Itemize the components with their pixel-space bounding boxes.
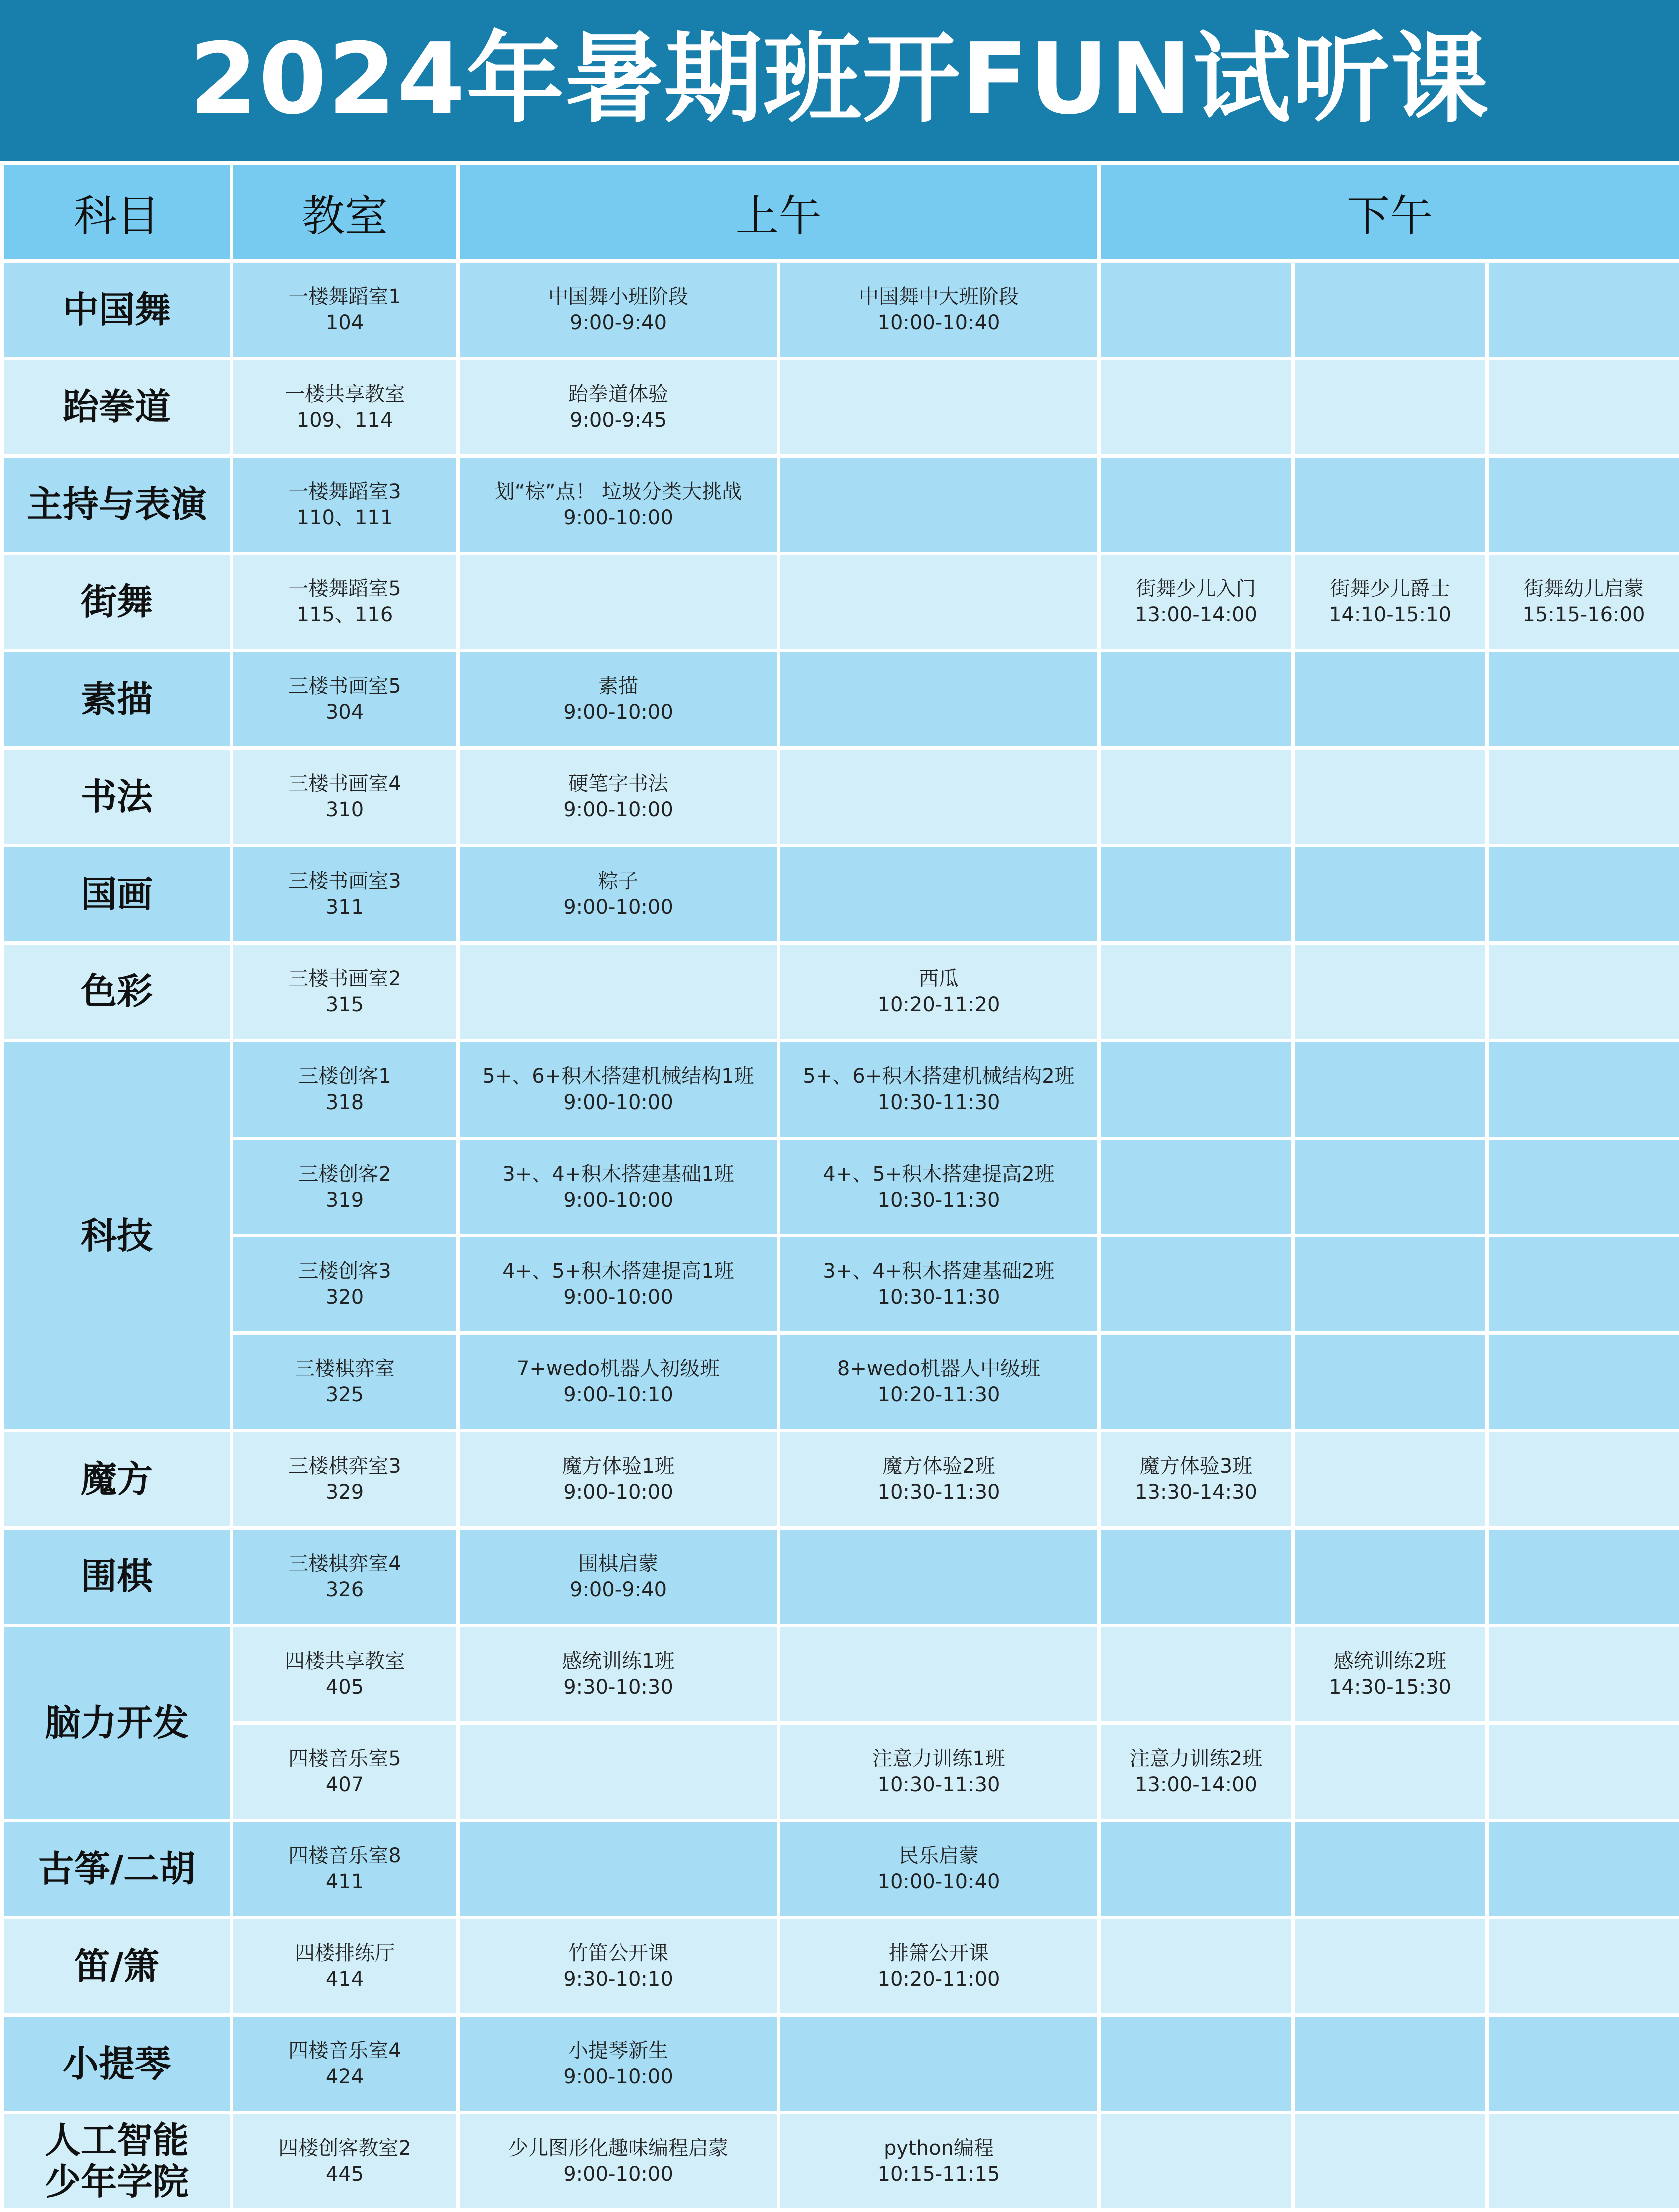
subject-cell (2, 456, 232, 553)
cell-detail: 9:00-10:00 (563, 701, 673, 724)
empty-slot (1487, 651, 1679, 748)
empty-slot (1099, 1528, 1293, 1625)
empty-slot (779, 1528, 1099, 1625)
cell-title: 注意力训练2班 (1129, 1747, 1263, 1770)
cell-detail: 9:00-10:00 (563, 2065, 673, 2089)
empty-slot (1293, 1236, 1487, 1333)
empty-slot (1293, 1333, 1487, 1431)
empty-slot (1487, 1236, 1679, 1333)
subject-label: 少年学院 (44, 2161, 189, 2203)
room-cell (232, 846, 458, 943)
cell-title: 中国舞中大班阶段 (859, 285, 1019, 308)
table-row (2, 1723, 1679, 1820)
empty-slot (1099, 748, 1293, 846)
class-slot (779, 261, 1099, 359)
cell-detail: 14:10-15:10 (1329, 603, 1451, 627)
cell-detail: 9:00-9:40 (569, 311, 667, 334)
cell-title: 小提琴新生 (568, 2039, 668, 2063)
table-row (2, 651, 1679, 748)
table-row (2, 1138, 1679, 1236)
cell-title: 排箫公开课 (889, 1942, 989, 1965)
cell-title: 跆拳道体验 (568, 382, 668, 406)
cell-title: 四楼创客教室2 (278, 2137, 411, 2160)
cell-detail: 110、111 (296, 506, 393, 529)
page-title: 2024年暑期班开FUN试听课 (189, 22, 1490, 136)
table-row (2, 456, 1679, 553)
subject-cell (2, 1431, 232, 1528)
cell-detail: 315 (325, 993, 364, 1016)
class-slot (1099, 553, 1293, 651)
subject-label: 围棋 (80, 1555, 153, 1598)
cell-title: 三楼创客2 (298, 1162, 391, 1186)
cell-detail: 9:30-10:30 (563, 1675, 673, 1699)
cell-title: 四楼排练厅 (295, 1942, 395, 1965)
table-row (2, 943, 1679, 1040)
cell-detail: 9:00-10:00 (563, 1188, 673, 1212)
subject-cell (2, 651, 232, 748)
cell-title: 一楼共享教室 (285, 382, 405, 406)
cell-title: 三楼创客3 (298, 1260, 391, 1283)
cell-title: 8+wedo机器人中级班 (837, 1357, 1041, 1381)
cell-title: 粽子 (598, 869, 638, 893)
subject-label: 笛/箫 (74, 1945, 160, 1987)
cell-title: 街舞幼儿启蒙 (1524, 577, 1644, 601)
cell-title: 少儿图形化趣味编程启蒙 (508, 2137, 728, 2160)
class-slot (458, 1431, 779, 1528)
room-cell (232, 1918, 458, 2015)
empty-slot (1487, 1528, 1679, 1625)
room-cell (232, 1431, 458, 1528)
cell-detail: 10:00-10:40 (877, 1870, 1000, 1894)
cell-detail: 9:00-10:00 (563, 895, 673, 919)
subject-label: 人工智能 (44, 2119, 189, 2162)
room-cell (232, 1820, 458, 1918)
subject-label: 古筝/二胡 (38, 1848, 196, 1890)
class-slot (458, 1625, 779, 1723)
class-slot (779, 943, 1099, 1040)
empty-slot (458, 1820, 779, 1918)
empty-slot (1099, 846, 1293, 943)
empty-slot (1487, 2015, 1679, 2113)
subject-label: 科技 (80, 1214, 153, 1257)
cell-detail: 9:00-10:00 (563, 1286, 673, 1309)
empty-slot (458, 553, 779, 651)
cell-detail: 10:20-11:00 (877, 1968, 1000, 1991)
empty-slot (1293, 1918, 1487, 2015)
class-slot (779, 1040, 1099, 1138)
empty-slot (1293, 1723, 1487, 1820)
room-cell (232, 2015, 458, 2113)
class-slot (458, 2015, 779, 2113)
empty-slot (1293, 651, 1487, 748)
class-slot (458, 846, 779, 943)
empty-slot (1293, 2113, 1487, 2210)
empty-slot (1293, 1528, 1487, 1625)
cell-detail: 326 (325, 1578, 364, 1601)
title-banner (0, 0, 1679, 161)
subject-cell (2, 748, 232, 846)
subject-cell (2, 553, 232, 651)
subject-cell (2, 358, 232, 456)
subject-cell (2, 261, 232, 359)
cell-detail: 14:30-15:30 (1329, 1675, 1451, 1699)
empty-slot (1099, 1625, 1293, 1723)
header-afternoon: 下午 (1099, 163, 1679, 261)
subject-cell (2, 2015, 232, 2113)
cell-title: 一楼舞蹈室5 (288, 577, 401, 601)
class-slot (779, 1820, 1099, 1918)
subject-label: 书法 (80, 775, 153, 818)
class-slot (1099, 1723, 1293, 1820)
class-slot (779, 1723, 1099, 1820)
empty-slot (1099, 1040, 1293, 1138)
empty-slot (1099, 2015, 1293, 2113)
class-slot (779, 1431, 1099, 1528)
empty-slot (1099, 1236, 1293, 1333)
cell-detail: 10:00-10:40 (877, 311, 1000, 334)
cell-detail: 325 (325, 1383, 364, 1407)
cell-title: 四楼音乐室8 (288, 1844, 401, 1868)
empty-slot (1099, 651, 1293, 748)
empty-slot (1487, 2113, 1679, 2210)
cell-title: 划“棕”点！ 垃圾分类大挑战 (494, 480, 742, 503)
subject-label: 小提琴 (62, 2042, 171, 2085)
table-row (2, 2015, 1679, 2113)
class-slot (458, 651, 779, 748)
class-slot (458, 261, 779, 359)
class-slot (1293, 1625, 1487, 1723)
empty-slot (1293, 2015, 1487, 2113)
table-row (2, 1236, 1679, 1333)
table-row (2, 1333, 1679, 1431)
subject-label: 国画 (80, 873, 153, 915)
table-row (2, 261, 1679, 359)
empty-slot (1487, 846, 1679, 943)
empty-slot (1487, 1820, 1679, 1918)
cell-title: 4+、5+积木搭建提高2班 (823, 1162, 1055, 1186)
room-cell (232, 1236, 458, 1333)
empty-slot (1487, 1333, 1679, 1431)
room-cell (232, 1528, 458, 1625)
class-slot (779, 2113, 1099, 2210)
cell-title: 三楼书画室2 (288, 967, 401, 990)
cell-title: 魔方体验2班 (882, 1455, 995, 1478)
subject-cell (2, 943, 232, 1040)
room-cell (232, 943, 458, 1040)
room-cell (232, 1333, 458, 1431)
subject-cell (2, 1918, 232, 2015)
empty-slot (1099, 456, 1293, 553)
cell-detail: 109、114 (296, 408, 393, 432)
cell-detail: 9:00-10:00 (563, 1481, 673, 1504)
subject-cell (2, 1820, 232, 1918)
header-subject: 科目 (2, 163, 232, 261)
cell-detail: 9:00-10:00 (563, 798, 673, 822)
empty-slot (1487, 1625, 1679, 1723)
header-row (2, 163, 1679, 261)
cell-detail: 9:30-10:10 (563, 1968, 673, 1991)
subject-label: 脑力开发 (44, 1701, 189, 1744)
empty-slot (779, 358, 1099, 456)
cell-title: 一楼舞蹈室1 (288, 285, 401, 308)
cell-title: 硬笔字书法 (568, 772, 668, 796)
empty-slot (1099, 261, 1293, 359)
empty-slot (779, 748, 1099, 846)
class-slot (779, 1918, 1099, 2015)
empty-slot (1487, 456, 1679, 553)
subject-cell (2, 1625, 232, 1820)
subject-cell (2, 1528, 232, 1625)
cell-detail: 9:00-10:00 (563, 2163, 673, 2186)
cell-title: python编程 (884, 2137, 994, 2160)
cell-title: 一楼舞蹈室3 (288, 480, 401, 503)
room-cell (232, 553, 458, 651)
cell-detail: 407 (325, 1773, 364, 1796)
cell-title: 四楼音乐室4 (288, 2039, 401, 2063)
cell-title: 四楼共享教室 (285, 1649, 405, 1673)
empty-slot (1293, 748, 1487, 846)
cell-detail: 10:30-11:30 (877, 1773, 1000, 1796)
subject-cell (2, 1040, 232, 1430)
cell-title: 魔方体验1班 (562, 1455, 675, 1478)
cell-title: 三楼创客1 (298, 1064, 391, 1088)
schedule-body (2, 261, 1679, 2210)
empty-slot (1293, 261, 1487, 359)
class-slot (458, 358, 779, 456)
empty-slot (1293, 456, 1487, 553)
empty-slot (1487, 1431, 1679, 1528)
cell-title: 3+、4+积木搭建基础2班 (823, 1260, 1055, 1283)
empty-slot (1487, 1918, 1679, 2015)
cell-title: 街舞少儿爵士 (1330, 577, 1450, 601)
cell-detail: 10:30-11:30 (877, 1090, 1000, 1114)
room-cell (232, 1723, 458, 1820)
table-row (2, 748, 1679, 846)
cell-detail: 10:30-11:30 (877, 1481, 1000, 1504)
empty-slot (1293, 1040, 1487, 1138)
cell-detail: 424 (325, 2065, 364, 2089)
table-row (2, 1040, 1679, 1138)
cell-title: 注意力训练1班 (872, 1747, 1005, 1770)
class-slot (458, 1138, 779, 1236)
empty-slot (458, 943, 779, 1040)
empty-slot (1293, 1820, 1487, 1918)
cell-title: 三楼书画室3 (288, 869, 401, 893)
cell-detail: 304 (325, 701, 364, 724)
empty-slot (1293, 1138, 1487, 1236)
cell-detail: 9:00-10:10 (563, 1383, 673, 1407)
cell-title: 中国舞小班阶段 (548, 285, 688, 308)
table-row (2, 1528, 1679, 1625)
header-morning: 上午 (458, 163, 1099, 261)
cell-detail: 115、116 (296, 603, 393, 627)
room-cell (232, 261, 458, 359)
cell-title: 5+、6+积木搭建机械结构1班 (482, 1064, 754, 1088)
cell-detail: 310 (325, 798, 364, 822)
cell-title: 5+、6+积木搭建机械结构2班 (803, 1064, 1075, 1088)
empty-slot (1487, 1138, 1679, 1236)
subject-label: 素描 (80, 678, 153, 720)
subject-label: 跆拳道 (62, 386, 171, 428)
cell-detail: 445 (325, 2163, 364, 2186)
cell-detail: 9:00-10:00 (563, 1090, 673, 1114)
class-slot (1293, 553, 1487, 651)
header-room: 教室 (232, 163, 458, 261)
empty-slot (1099, 1918, 1293, 2015)
cell-detail: 9:00-9:40 (569, 1578, 667, 1601)
cell-detail: 311 (325, 895, 364, 919)
subject-label: 中国舞 (62, 288, 171, 331)
cell-title: 三楼书画室4 (288, 772, 401, 796)
table-row (2, 1625, 1679, 1723)
room-cell (232, 456, 458, 553)
cell-detail: 411 (325, 1870, 364, 1894)
subject-label: 街舞 (80, 581, 153, 623)
empty-slot (1293, 1431, 1487, 1528)
cell-detail: 320 (325, 1286, 364, 1309)
table-row (2, 1820, 1679, 1918)
empty-slot (779, 846, 1099, 943)
cell-title: 围棋启蒙 (578, 1552, 658, 1575)
subject-cell (2, 2113, 232, 2210)
table-row (2, 1918, 1679, 2015)
cell-title: 竹笛公开课 (568, 1942, 668, 1965)
table-row (2, 553, 1679, 651)
cell-detail: 10:20-11:30 (877, 1383, 1000, 1407)
class-slot (458, 1236, 779, 1333)
class-slot (1099, 1431, 1293, 1528)
room-cell (232, 1138, 458, 1236)
empty-slot (779, 553, 1099, 651)
cell-title: 街舞少儿入门 (1136, 577, 1256, 601)
empty-slot (1099, 1820, 1293, 1918)
table-row (2, 846, 1679, 943)
cell-detail: 10:20-11:20 (877, 993, 1000, 1016)
cell-title: 魔方体验3班 (1139, 1455, 1253, 1478)
cell-detail: 414 (325, 1968, 364, 1991)
class-slot (458, 1040, 779, 1138)
empty-slot (1293, 943, 1487, 1040)
room-cell (232, 358, 458, 456)
empty-slot (1099, 1333, 1293, 1431)
cell-title: 7+wedo机器人初级班 (516, 1357, 720, 1381)
empty-slot (458, 1723, 779, 1820)
cell-detail: 329 (325, 1481, 364, 1504)
cell-title: 感统训练2班 (1333, 1649, 1447, 1673)
class-slot (458, 748, 779, 846)
class-slot (1487, 553, 1679, 651)
class-slot (779, 1236, 1099, 1333)
subject-label: 主持与表演 (26, 483, 207, 526)
cell-detail: 10:15-11:15 (877, 2163, 1000, 2186)
cell-detail: 13:30-14:30 (1135, 1481, 1257, 1504)
class-slot (779, 1333, 1099, 1431)
empty-slot (1293, 358, 1487, 456)
empty-slot (1487, 943, 1679, 1040)
cell-detail: 9:00-10:00 (563, 506, 673, 529)
cell-title: 四楼音乐室5 (288, 1747, 401, 1770)
empty-slot (1487, 261, 1679, 359)
class-slot (458, 1918, 779, 2015)
table-row (2, 1431, 1679, 1528)
cell-detail: 104 (325, 311, 364, 334)
cell-title: 3+、4+积木搭建基础1班 (502, 1162, 734, 1186)
cell-detail: 15:15-16:00 (1522, 603, 1645, 627)
empty-slot (1487, 1040, 1679, 1138)
empty-slot (1487, 358, 1679, 456)
empty-slot (1099, 2113, 1293, 2210)
cell-detail: 10:30-11:30 (877, 1188, 1000, 1212)
cell-detail: 13:00-14:00 (1135, 1773, 1257, 1796)
room-cell (232, 748, 458, 846)
subject-label: 色彩 (80, 970, 153, 1013)
class-slot (458, 1528, 779, 1625)
cell-detail: 318 (325, 1090, 364, 1114)
table-row (2, 358, 1679, 456)
cell-title: 民乐启蒙 (899, 1844, 979, 1868)
table-row (2, 2113, 1679, 2210)
cell-title: 三楼棋弈室3 (288, 1455, 401, 1478)
cell-title: 三楼棋弈室4 (288, 1552, 401, 1575)
cell-title: 三楼书画室5 (288, 675, 401, 698)
cell-title: 素描 (598, 675, 638, 698)
schedule-table (0, 161, 1679, 2212)
empty-slot (1487, 748, 1679, 846)
room-cell (232, 1625, 458, 1723)
empty-slot (1099, 943, 1293, 1040)
empty-slot (1099, 358, 1293, 456)
empty-slot (779, 1625, 1099, 1723)
empty-slot (779, 456, 1099, 553)
empty-slot (1293, 846, 1487, 943)
subject-cell (2, 846, 232, 943)
cell-title: 4+、5+积木搭建提高1班 (502, 1260, 734, 1283)
class-slot (458, 1333, 779, 1431)
cell-detail: 10:30-11:30 (877, 1286, 1000, 1309)
class-slot (458, 456, 779, 553)
empty-slot (779, 2015, 1099, 2113)
room-cell (232, 2113, 458, 2210)
subject-label: 魔方 (80, 1458, 153, 1500)
cell-detail: 405 (325, 1675, 364, 1699)
class-slot (458, 2113, 779, 2210)
cell-detail: 319 (325, 1188, 364, 1212)
room-cell (232, 1040, 458, 1138)
empty-slot (1099, 1138, 1293, 1236)
empty-slot (779, 651, 1099, 748)
cell-title: 感统训练1班 (562, 1649, 675, 1673)
cell-detail: 13:00-14:00 (1135, 603, 1257, 627)
room-cell (232, 651, 458, 748)
cell-detail: 9:00-9:45 (569, 408, 667, 432)
cell-title: 三楼棋弈室 (295, 1357, 395, 1381)
cell-title: 西瓜 (919, 967, 959, 990)
empty-slot (1487, 1723, 1679, 1820)
class-slot (779, 1138, 1099, 1236)
